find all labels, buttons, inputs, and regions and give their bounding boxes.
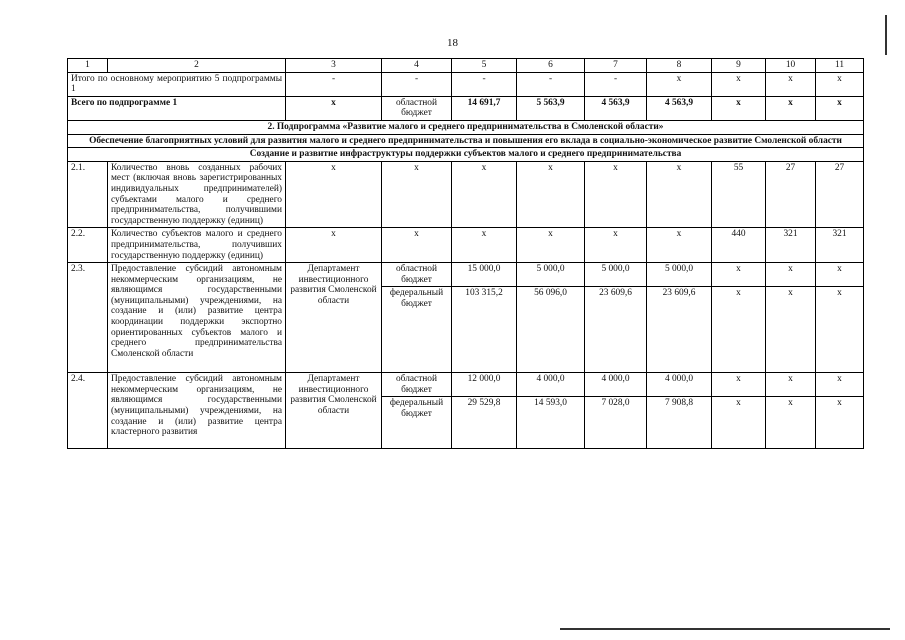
table-row-2-3 bbox=[68, 263, 864, 287]
row-number: 2.4. bbox=[68, 373, 108, 449]
cell: x bbox=[712, 263, 766, 287]
row-label: Количество субъектов малого и среднего предпринимательства, получивших государственную поддержку (единиц) bbox=[108, 228, 286, 263]
cell: x bbox=[766, 263, 816, 287]
cell: 29 529,8 bbox=[452, 397, 517, 449]
cell: 7 028,0 bbox=[585, 397, 647, 449]
page-number: 18 bbox=[447, 37, 458, 49]
cell: x bbox=[816, 72, 864, 96]
cell: x bbox=[286, 96, 382, 120]
scan-edge-bottom bbox=[560, 628, 890, 630]
col-header: 9 bbox=[712, 59, 766, 73]
col-header: 4 bbox=[382, 59, 452, 73]
cell: 4 000,0 bbox=[585, 373, 647, 397]
cell: 15 000,0 bbox=[452, 263, 517, 287]
funding-source: федеральный бюджет bbox=[382, 287, 452, 373]
col-header: 7 bbox=[585, 59, 647, 73]
col-header: 1 bbox=[68, 59, 108, 73]
cell: областной бюджет bbox=[382, 96, 452, 120]
cell: x bbox=[766, 287, 816, 373]
cell: 440 bbox=[712, 228, 766, 263]
col-header: 10 bbox=[766, 59, 816, 73]
cell: - bbox=[585, 72, 647, 96]
task-row bbox=[68, 148, 864, 162]
cell: x bbox=[647, 161, 712, 228]
task-title: Создание и развитие инфраструктуры поддержки субъектов малого и среднего предпринимательства bbox=[68, 148, 864, 162]
cell: 5 000,0 bbox=[585, 263, 647, 287]
cell: x bbox=[712, 96, 766, 120]
cell: x bbox=[766, 397, 816, 449]
cell: - bbox=[286, 72, 382, 96]
cell: x bbox=[585, 228, 647, 263]
cell: x bbox=[766, 373, 816, 397]
row-number: 2.3. bbox=[68, 263, 108, 373]
scan-edge-right bbox=[885, 15, 887, 55]
cell: 321 bbox=[766, 228, 816, 263]
cell: x bbox=[712, 373, 766, 397]
cell: x bbox=[647, 228, 712, 263]
funding-source: областной бюджет bbox=[382, 263, 452, 287]
cell: 14 691,7 bbox=[452, 96, 517, 120]
row-number: 2.2. bbox=[68, 228, 108, 263]
funding-source: областной бюджет bbox=[382, 373, 452, 397]
executor: Департамент инвестиционного развития Смоленской области bbox=[286, 373, 382, 449]
cell: - bbox=[452, 72, 517, 96]
cell: x bbox=[585, 161, 647, 228]
cell: x bbox=[517, 161, 585, 228]
col-header: 2 bbox=[108, 59, 286, 73]
cell: x bbox=[816, 263, 864, 287]
cell: x bbox=[382, 228, 452, 263]
cell: x bbox=[452, 228, 517, 263]
goal-title: Обеспечение благоприятных условий для развития малого и среднего предпринимательства и повышения его вклада в социально-экономическое развитие Смоленской области bbox=[68, 134, 864, 148]
cell: x bbox=[816, 287, 864, 373]
cell: 23 609,6 bbox=[585, 287, 647, 373]
cell: x bbox=[286, 228, 382, 263]
cell: 321 bbox=[816, 228, 864, 263]
cell: x bbox=[382, 161, 452, 228]
cell: 4 000,0 bbox=[517, 373, 585, 397]
section-title-row bbox=[68, 120, 864, 134]
cell: x bbox=[452, 161, 517, 228]
cell: 4 563,9 bbox=[585, 96, 647, 120]
cell: x bbox=[712, 287, 766, 373]
row-label: Предоставление субсидий автономным некоммерческим организациям, не являющимся государственными (муниципальными) учреждениями, на создание и (или) развитие центра кластерного развития bbox=[108, 373, 286, 449]
row-label: Всего по подпрограмме 1 bbox=[68, 96, 286, 120]
row-label: Предоставление субсидий автономным некоммерческим организациям, не являющимся государственными (муниципальными) учреждениями, на создание и (или) развитие центра координации поддержки экспортно ориентированных субъектов малого и среднего предпринимательства Смоленской области bbox=[108, 263, 286, 373]
row-number: 2.1. bbox=[68, 161, 108, 228]
goal-row bbox=[68, 134, 864, 148]
cell: x bbox=[766, 96, 816, 120]
table-row-2-1 bbox=[68, 161, 864, 228]
cell: x bbox=[816, 373, 864, 397]
row-label: Итого по основному мероприятию 5 подпрограммы 1 bbox=[68, 72, 286, 96]
cell: 27 bbox=[816, 161, 864, 228]
col-header: 11 bbox=[816, 59, 864, 73]
cell: x bbox=[517, 228, 585, 263]
col-header: 8 bbox=[647, 59, 712, 73]
cell: - bbox=[382, 72, 452, 96]
cell: 12 000,0 bbox=[452, 373, 517, 397]
cell: x bbox=[766, 72, 816, 96]
cell: 27 bbox=[766, 161, 816, 228]
cell: x bbox=[286, 161, 382, 228]
cell: 23 609,6 bbox=[647, 287, 712, 373]
cell: 56 096,0 bbox=[517, 287, 585, 373]
cell: 7 908,8 bbox=[647, 397, 712, 449]
table-row-vsego bbox=[68, 96, 864, 120]
cell: - bbox=[517, 72, 585, 96]
cell: x bbox=[816, 397, 864, 449]
cell: 14 593,0 bbox=[517, 397, 585, 449]
executor: Департамент инвестиционного развития Смоленской области bbox=[286, 263, 382, 373]
col-header: 6 bbox=[517, 59, 585, 73]
cell: x bbox=[712, 72, 766, 96]
table-row-2-4 bbox=[68, 373, 864, 397]
col-header: 5 bbox=[452, 59, 517, 73]
column-number-row bbox=[68, 59, 864, 73]
cell: x bbox=[712, 397, 766, 449]
program-table bbox=[67, 58, 864, 449]
cell: x bbox=[816, 96, 864, 120]
cell: 4 563,9 bbox=[647, 96, 712, 120]
cell: 5 563,9 bbox=[517, 96, 585, 120]
row-label: Количество вновь созданных рабочих мест (включая вновь зарегистрированных индивидуальных предпринимателей) субъектами малого и среднего предпринимательства, получившими государственную поддержку (единиц) bbox=[108, 161, 286, 228]
funding-source: федеральный бюджет bbox=[382, 397, 452, 449]
cell: 55 bbox=[712, 161, 766, 228]
cell: x bbox=[647, 72, 712, 96]
table-row-2-2 bbox=[68, 228, 864, 263]
table-row-itogo bbox=[68, 72, 864, 96]
cell: 5 000,0 bbox=[517, 263, 585, 287]
cell: 5 000,0 bbox=[647, 263, 712, 287]
section-title: 2. Подпрограмма «Развитие малого и среднего предпринимательства в Смоленской области» bbox=[68, 120, 864, 134]
cell: 103 315,2 bbox=[452, 287, 517, 373]
cell: 4 000,0 bbox=[647, 373, 712, 397]
col-header: 3 bbox=[286, 59, 382, 73]
